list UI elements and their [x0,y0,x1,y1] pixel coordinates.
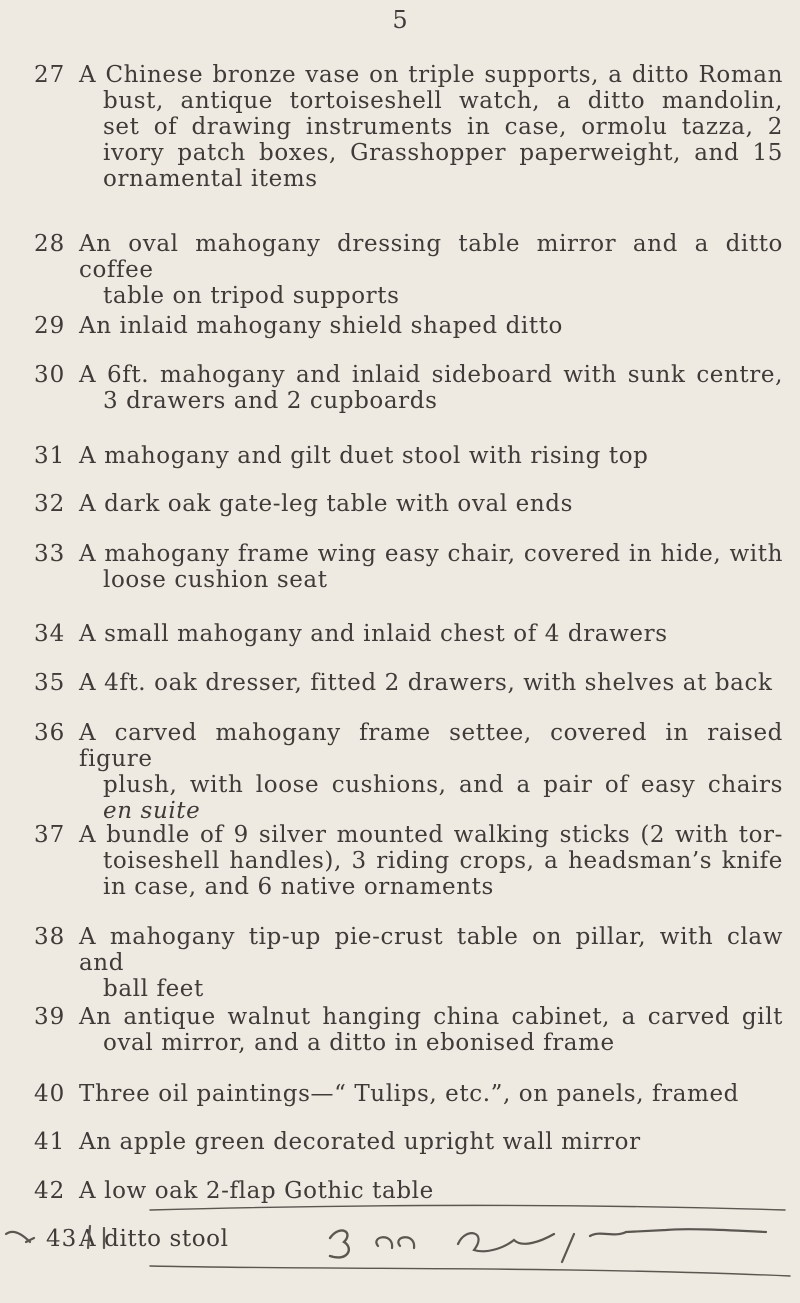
lot-description [79,62,783,192]
pencil-stroke [458,1233,554,1251]
lot-description [79,924,783,1002]
lot-description-line: A 4ft. oak dresser, fitted 2 drawers, with shelves at back [79,670,773,696]
lot-description [79,313,783,339]
lot-number: 39 [34,1004,66,1030]
pencil-stroke [330,1230,349,1257]
lot-description [79,720,783,824]
lot-number: 31 [34,443,66,469]
lot-number: 28 [34,231,66,257]
lot-number: 41 [34,1129,66,1155]
lot-description-line: A bundle of 9 silver mounted walking sticks (2 with tor- [79,822,783,848]
pencil-stroke [376,1237,414,1248]
lot-description-line: in case, and 6 native ornaments [103,874,494,900]
lot-description-line: 3 drawers and 2 cupboards [103,388,438,414]
lot-description [79,491,783,517]
lot-description-line: A mahogany frame wing easy chair, covered in hide, with [79,541,783,567]
lot-number: 34 [34,621,66,647]
lot-description-line: ivory patch boxes, Grasshopper paperweight, and 15 [103,140,783,166]
pencil-stroke [88,1226,104,1248]
lot-description-line: An inlaid mahogany shield shaped ditto [79,313,563,339]
lot-description [79,231,783,309]
lot-number: 43 [46,1226,78,1252]
lot-description-line: A low oak 2-flap Gothic table [79,1178,434,1204]
lot-description-line: set of drawing instruments in case, ormolu tazza, 2 [103,114,783,140]
lot-description [79,670,783,696]
lot-description-line: Three oil paintings—“ Tulips, etc.”, on panels, framed [79,1081,739,1107]
lot-description-line: A mahogany tip-up pie-crust table on pillar, with claw and [79,924,783,976]
lot-description-line: ball feet [103,976,204,1002]
lot-number: 33 [34,541,66,567]
lot-number: 35 [34,670,66,696]
lot-description [79,443,783,469]
lot-number: 42 [34,1178,66,1204]
lot-description-line: A mahogany and gilt duet stool with rising top [79,443,649,469]
lot-description-line: An antique walnut hanging china cabinet, a carved gilt [79,1004,783,1030]
lot-number: 40 [34,1081,66,1107]
lot-description-line: bust, antique tortoiseshell watch, a ditto mandolin, [103,88,783,114]
lot-description-line: A Chinese bronze vase on triple supports, a ditto Roman [79,62,783,88]
lot-description-line: A 6ft. mahogany and inlaid sideboard with sunk centre, [79,362,783,388]
lot-description [79,541,783,593]
handwritten-annotation [0,1148,800,1303]
lot-number: 38 [34,924,66,950]
lot-description-line: table on tripod supports [103,283,400,309]
lot-description [79,1081,783,1107]
page-number: 5 [392,6,408,34]
lot-number: 32 [34,491,66,517]
lot-description [79,621,783,647]
lot-description [79,822,783,900]
lot-description-line: A carved mahogany frame settee, covered in raised figure [79,720,783,772]
lot-description-line: An apple green decorated upright wall mirror [79,1129,641,1155]
pencil-stroke [562,1229,766,1262]
lot-number: 27 [34,62,66,88]
lot-description-line: toiseshell handles), 3 riding crops, a headsman’s knife [103,848,783,874]
lot-description-line: A dark oak gate-leg table with oval ends [79,491,574,517]
pencil-stroke [6,1232,34,1242]
lot-number: 37 [34,822,66,848]
pencil-underline [150,1205,785,1210]
lot-description [79,1004,783,1056]
lot-description [79,362,783,414]
lot-description-line: en suite [103,798,201,824]
pencil-underline [150,1266,790,1276]
lot-number: 30 [34,362,66,388]
lot-description-line: A small mahogany and inlaid chest of 4 drawers [79,621,668,647]
lot-description-line: loose cushion seat [103,567,328,593]
lot-number: 36 [34,720,66,746]
lot-description-line: oval mirror, and a ditto in ebonised frame [103,1030,615,1056]
lot-description-line: plush, with loose cushions, and a pair of easy chairs [103,772,783,798]
lot-description-line: A ditto stool [79,1226,229,1252]
lot-description-line: An oval mahogany dressing table mirror and a ditto coffee [79,231,783,283]
lot-number: 29 [34,313,66,339]
lot-description-line: ornamental items [103,166,318,192]
